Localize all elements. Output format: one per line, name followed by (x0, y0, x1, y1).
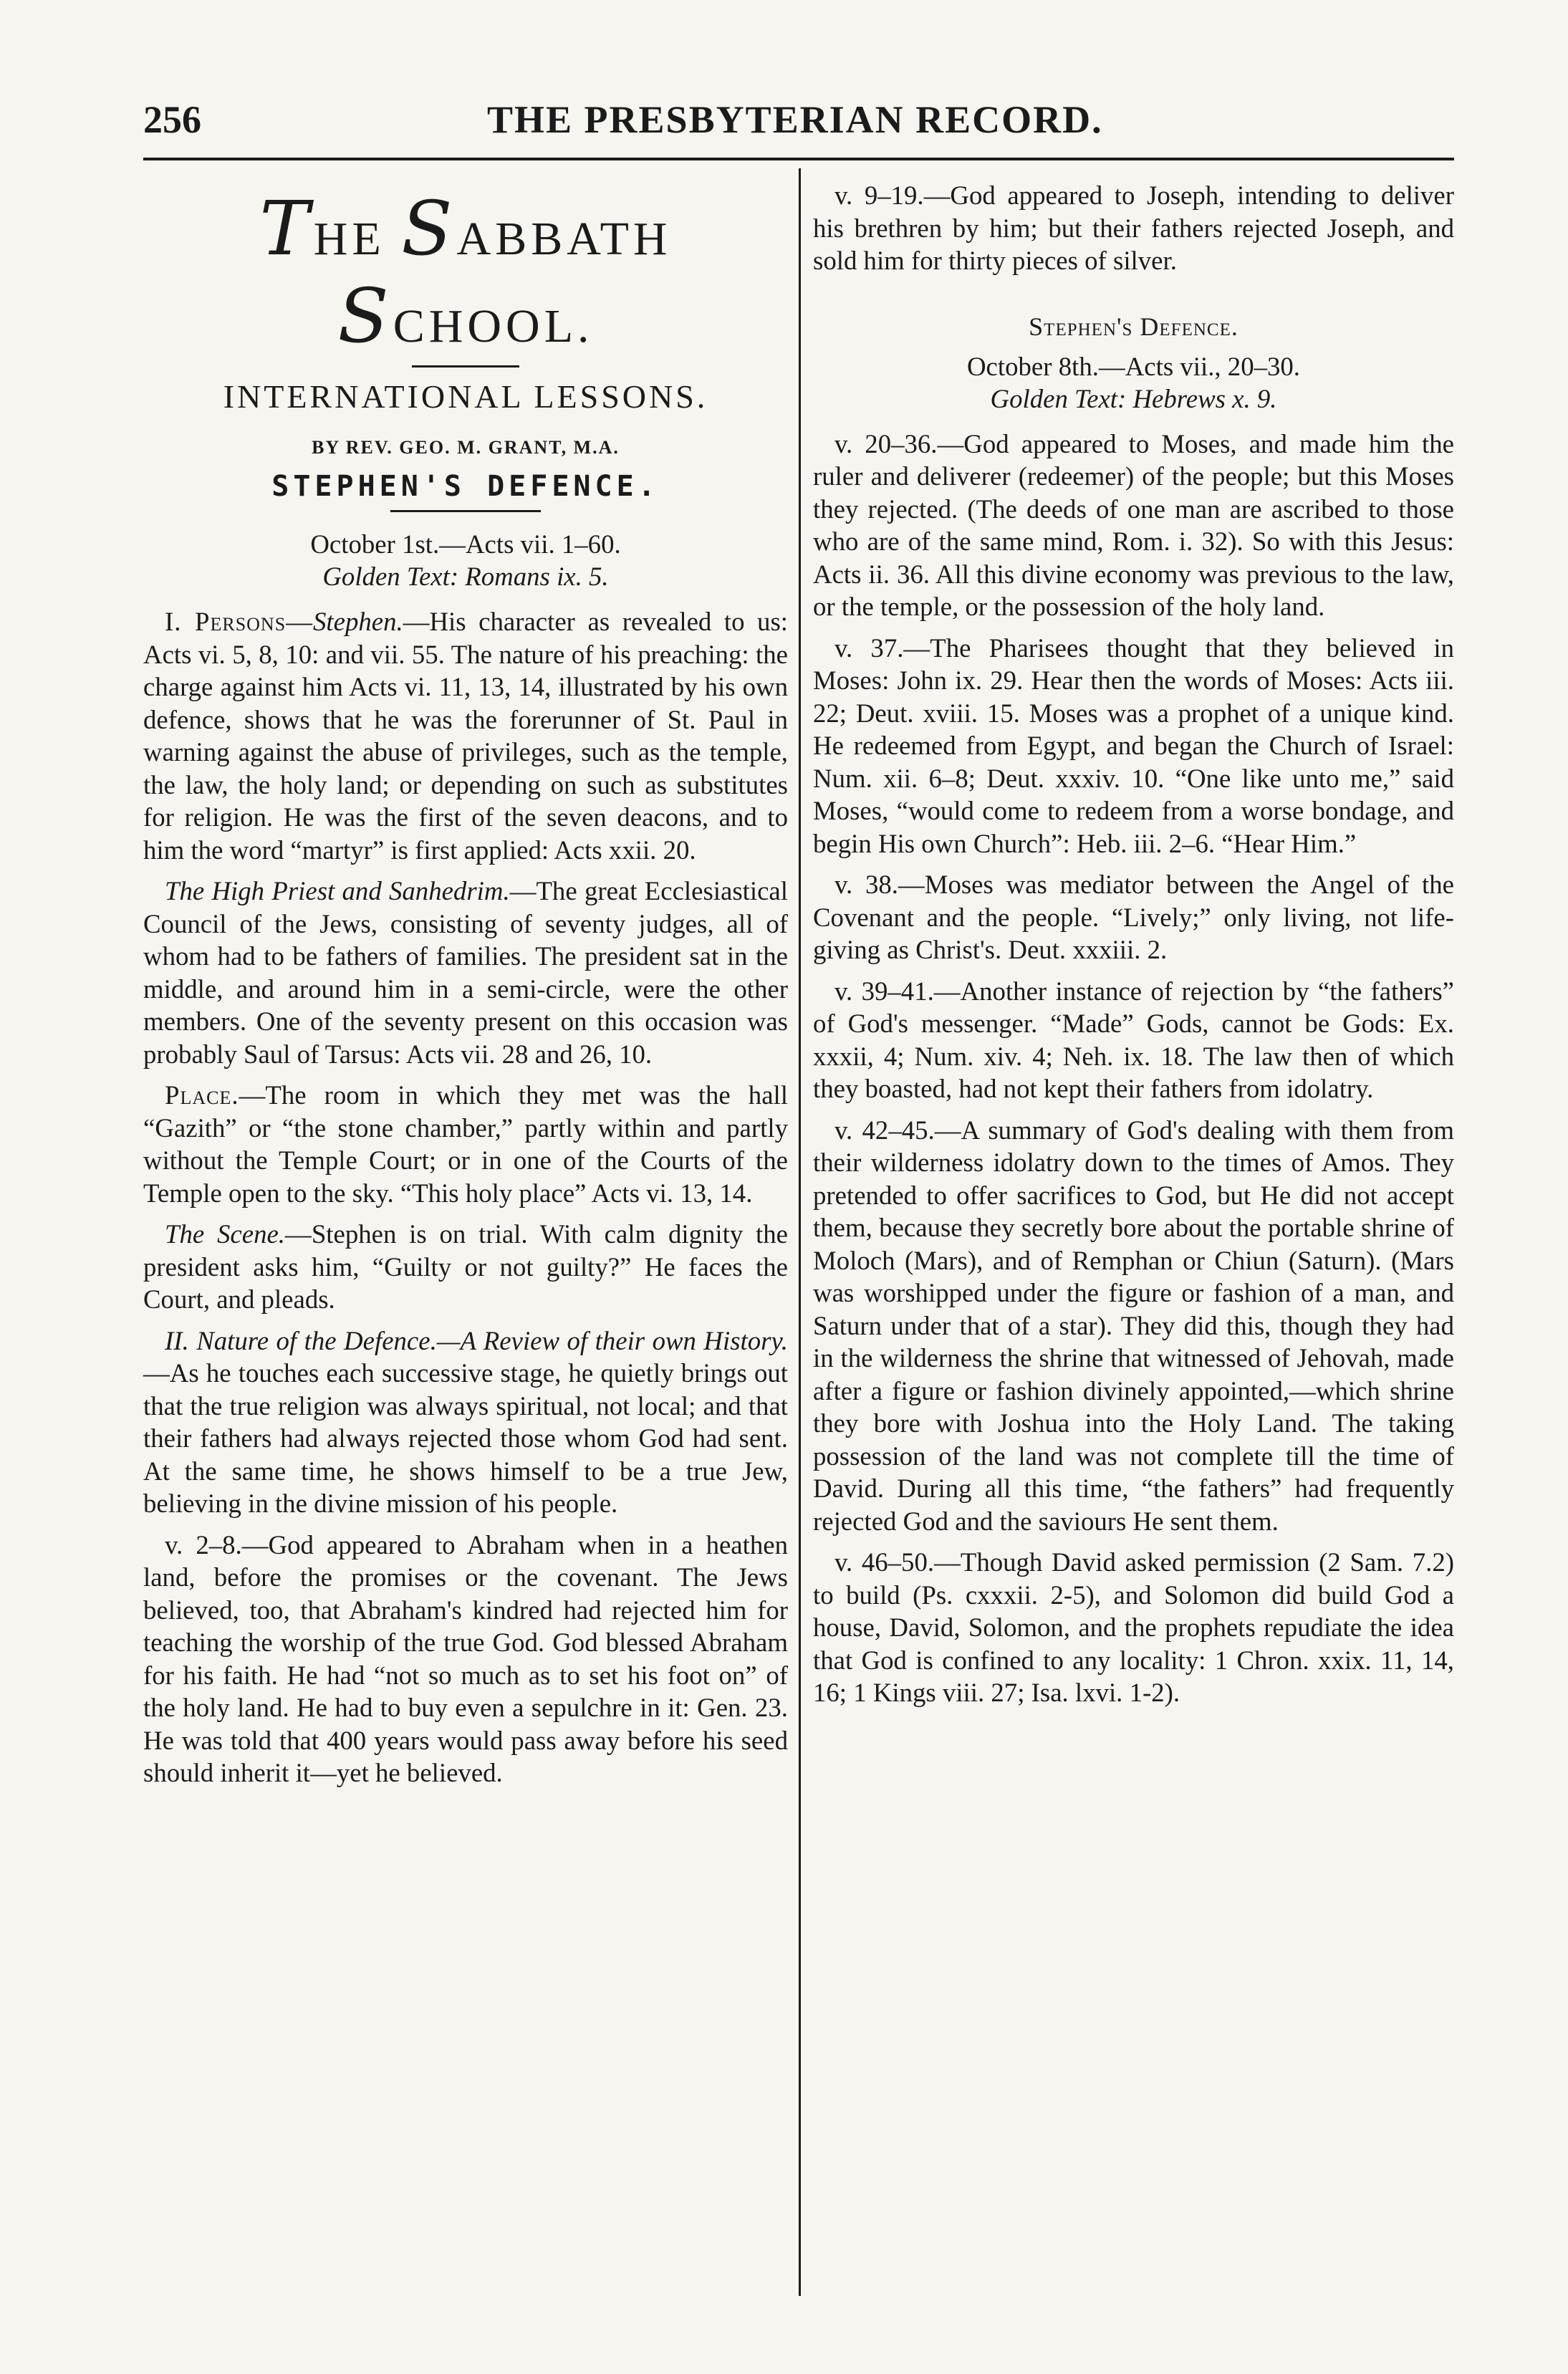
paragraph-body: —As he touches each successive stage, he quietly brings out that the true religion was always spiritual, not local; and that their fathers had always rejected those whom God had sent. At the same time, he shows himself to be a true Jew, believing in the divine mission of his people. (143, 1358, 788, 1518)
section-title-initial-1: T (259, 185, 314, 272)
paragraph-verses-20-36: v. 20–36.—God appeared to Moses, and made him the ruler and deliverer (redeemer) of the people; but this Moses they rejected. (The deeds of one man are ascribed to those who are of the same mind, Rom. i. 32). So with this Jesus: Acts ii. 36. All this divine economy was previous to the law, or the temple, or the possession of the holy land. (813, 428, 1454, 621)
column-divider (799, 168, 801, 2296)
paragraph-verse-37: v. 37.—The Pharisees thought that they believed in Moses: John ix. 29. Hear then the words of Moses: Acts iii. 22; Deut. xviii. 15. Moses was a prophet of a unique kind. He redeemed from Egypt, and began the Church of Israel: Num. xii. 6–8; Deut. xxxiv. 10. “One like unto me,” said Moses, “would come to redeem from a worse bondage, and begin His own Church”: Heb. iii. 2–6. “Hear Him.” (813, 633, 1454, 858)
lesson-title: STEPHEN'S DEFENCE. (271, 470, 660, 503)
subsection-title: INTERNATIONAL LESSONS. (223, 378, 708, 415)
paragraph-persons (143, 605, 788, 866)
paragraph-verses-2-8: v. 2–8.—God appeared to Abraham when in a heathen land, before the promises or the covenant. The Jews believed, too, that Abraham's kindred had rejected him for teaching the worship of the true God. God blessed Abraham for his faith. He had “not so much as to set his foot on” of the holy land. He had to buy even a sepulchre in it: Gen. 23. He was told that 400 years would pass away before his seed should inherit it—yet he believed. (143, 1529, 788, 1787)
paragraph-nature-of-defence (143, 1325, 788, 1520)
left-column (143, 179, 788, 1798)
paragraph-lead: I. Persons— (165, 607, 313, 636)
section-title-part-3: CHOOL. (393, 300, 594, 352)
paragraph-lead: Place. (165, 1080, 239, 1110)
lesson-title-rule (390, 510, 541, 512)
section-title-initial-3: S (337, 272, 393, 360)
header-rule (143, 158, 1454, 160)
journal-title: THE PRESBYTERIAN RECORD. (487, 98, 1103, 141)
paragraph-verses-9-19: v. 9–19.—God appeared to Joseph, intending to deliver his brethren by him; but their fathers rejected Joseph, and sold him for thirty pieces of silver. (813, 181, 1454, 275)
page-number: 256 (143, 98, 201, 141)
golden-text: Golden Text: Romans ix. 5. (322, 562, 609, 591)
paragraph-body: —The room in which they met was the hall “Gazith” or “the stone chamber,” partly within and partly without the Temple Court; or in one of the Courts of the Temple open to the sky. “This holy place” Acts vi. 13, 14. (143, 1080, 788, 1208)
paragraph-lead: II. Nature of the Defence.—A Review of their own History. (165, 1325, 788, 1355)
page-header (143, 86, 1454, 161)
right-column (813, 179, 1454, 1718)
paragraph-sanhedrim (143, 875, 788, 1070)
paragraph-scene (143, 1218, 788, 1316)
paragraph-verses-39-41: v. 39–41.—Another instance of rejection by “the fathers” of God's messenger. “Made” Gods, cannot be Gods: Ex. xxxii, 4; Num. xiv. 4; Neh. ix. 18. The law then of which they boasted, had not kept their fathers from idolatry. (813, 976, 1454, 1103)
paragraph-subject: Stephen. (312, 607, 403, 636)
lesson-heading: Stephen's Defence. (1029, 312, 1238, 341)
title-rule (412, 365, 519, 367)
section-title-part-2: ABBATH (456, 213, 672, 265)
paragraph-verses-42-45: v. 42–45.—A summary of God's dealing with them from their wilderness idolatry down to the times of Amos. They pretended to offer sacrifices to God, but He did not accept them, because they secretly bore about the portable shrine of Moloch (Mars), and of Remphan or Chiun (Saturn). (Mars was worshipped under the figure or fashion of a man, and Saturn under that of a star). They did this, though they had in the wilderness the shrine that witnessed of Jehovah, made after a figure or fashion divinely appointed,—which shrine they bore with Joshua into the Holy Land. The taking possession of the land was not complete till the time of David. During all this time, “the fathers” had frequently rejected God and the saviours He sent them. (813, 1115, 1454, 1536)
section-title-part-1: HE (313, 213, 402, 265)
paragraph-body: —The great Ecclesiastical Council of the Jews, consisting of seventy judges, all of whom had to be fathers of families. The president sat in the middle, and around him in a semi-circle, were the other members. One of the seventy present on this occasion was probably Saul of Tarsus: Acts vii. 28 and 26, 10. (143, 876, 788, 1069)
paragraph-place (143, 1079, 788, 1209)
lesson-date: October 8th.—Acts vii., 20–30. (966, 351, 1300, 381)
paragraph-body: —His character as revealed to us: Acts vi. 5, 8, 10: and vii. 55. The nature of his preaching: the charge against him Acts vi. 11, 13, 14, illustrated by his own defence, shows that he was the forerunner of St. Paul in warning against the abuse of privileges, such as the temple, the law, the holy land; or depending on such as substitutes for religion. He was the first of the seven deacons, and to him the word “martyr” is first applied: Acts xxii. 20. (143, 607, 788, 865)
paragraph-verse-38: v. 38.—Moses was mediator between the Angel of the Covenant and the people. “Lively;” only living, not life-giving as Christ's. Deut. xxxiii. 2. (813, 870, 1454, 964)
section-title (143, 185, 788, 360)
paragraph-lead: The Scene. (165, 1219, 286, 1249)
byline: BY REV. GEO. M. GRANT, M.A. (312, 437, 620, 458)
magazine-page (143, 86, 1454, 2307)
paragraph-body: —Stephen is on trial. With calm dignity the president asks him, “Guilty or not guilty?” He faces the Court, and pleads. (143, 1219, 789, 1314)
paragraph-lead: The High Priest and Sanhedrim. (165, 876, 510, 905)
section-title-initial-2: S (401, 185, 457, 272)
paragraph-verses-46-50: v. 46–50.—Though David asked permission (2 Sam. 7.2) to build (Ps. cxxxii. 2-5), and Solomon did build God a house, David, Solomon, and the prophets repudiate the idea that God is confined to any locality: 1 Chron. xxix. 11, 14, 16; 1 Kings viii. 27; Isa. lxvi. 1-2). (813, 1547, 1454, 1707)
golden-text: Golden Text: Hebrews x. 9. (990, 383, 1277, 413)
lesson-date: October 1st.—Acts vii. 1–60. (310, 529, 621, 559)
